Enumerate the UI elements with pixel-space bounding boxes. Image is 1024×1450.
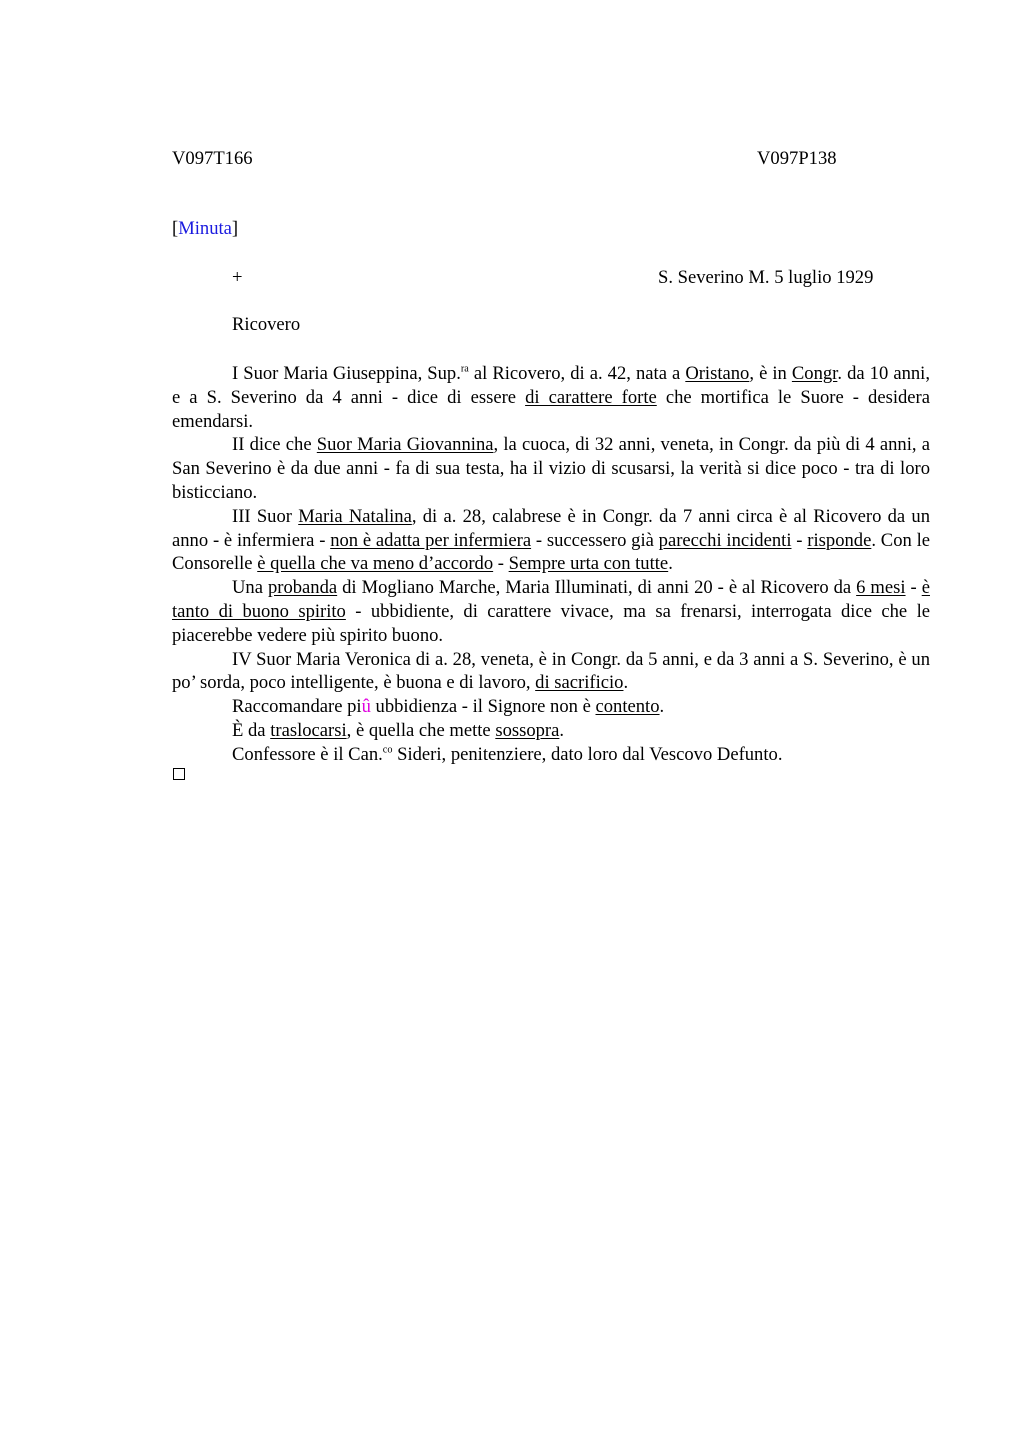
text-run: I Suor Maria Giuseppina, Sup. [232, 363, 461, 384]
text-run: . da 10 anni, e a S. Severino da 4 anni - dice di essere [172, 363, 930, 408]
text-run: , è quella che mette [346, 719, 496, 741]
paragraph-6 [172, 695, 930, 719]
text-run: di Mogliano Marche, Maria Illuminati, di anni 20 - è al Ricovero da [337, 577, 857, 599]
underlined-text: traslocarsi [270, 719, 347, 741]
underlined-text: è tanto di buono spirito [172, 577, 930, 622]
underlined-text: Sempre urta con tutte [508, 553, 669, 575]
paragraph-2 [172, 433, 930, 504]
text-run: . [623, 672, 629, 694]
cross-symbol: + [232, 267, 243, 288]
underlined-text: Oristano [685, 363, 750, 384]
underlined-text: contento [595, 696, 660, 718]
document-code-right: V097P138 [757, 148, 837, 169]
underlined-text: Suor Maria Giovannina [316, 434, 494, 456]
editorial-mark: û [361, 696, 371, 718]
paragraph-8 [172, 743, 930, 767]
text-run: - [493, 553, 509, 575]
underlined-text: Congr [791, 363, 838, 384]
text-run: , è in [749, 363, 792, 384]
underlined-text: di sacrificio [535, 672, 624, 694]
underlined-text: parecchi incidenti [658, 529, 792, 551]
text-run: III Suor [232, 505, 299, 527]
bracket-close: ] [231, 218, 239, 239]
text-run: Raccomandare pi [232, 696, 362, 718]
paragraph-1 [172, 362, 930, 433]
place-date: S. Severino M. 5 luglio 1929 [658, 267, 874, 288]
text-run: Confessore è il Can. [232, 743, 383, 765]
underlined-text: di carattere forte [525, 386, 657, 408]
text-run: Sideri, penitenziere, dato loro dal Vescovo Defunto. [392, 743, 783, 765]
underlined-text: probanda [267, 577, 338, 599]
text-run: ubbidienza - il Signore non è [370, 696, 596, 718]
end-of-document-box-icon [173, 768, 185, 780]
text-run: - successero già [531, 529, 659, 551]
document-code-left: V097T166 [172, 148, 253, 169]
text-run: - [791, 529, 808, 551]
underlined-text: non è adatta per infermiera [330, 529, 532, 551]
text-run: È da [232, 719, 271, 741]
underlined-text: 6 mesi [856, 577, 906, 599]
superscript: ra [460, 363, 469, 375]
underlined-text: Maria Natalina [298, 505, 412, 527]
text-run: . [559, 719, 565, 741]
bracket-open: [ [172, 218, 179, 239]
paragraph-5 [172, 648, 930, 696]
paragraph-4 [172, 576, 930, 647]
underlined-text: è quella che va meno d’accordo [257, 553, 494, 575]
text-run: - [905, 577, 922, 599]
underlined-text: risponde [807, 529, 872, 551]
letter-body [172, 362, 930, 767]
text-run: , la cuoca, di 32 anni, veneta, in Congr. da più di 4 anni, a San Severino è da due anni - fa di sua testa, ha il vizio di scusarsi, la verità si dice poco - tra di loro bisticciano. [172, 434, 930, 503]
paragraph-3 [172, 505, 930, 576]
underlined-text: sossopra [495, 719, 560, 741]
letter-heading: Ricovero [232, 314, 301, 335]
text-run: - ubbidiente, di carattere vivace, ma sa frenarsi, interrogata dice che le piacerebbe vedere più spirito buono. [172, 600, 930, 646]
text-run: . Con le Consorelle [172, 529, 930, 575]
text-run: , di a. 28, calabrese è in Congr. da 7 anni circa è al Ricovero da un anno - è infermiera - [172, 505, 931, 551]
paragraph-7 [172, 719, 930, 743]
text-run: II dice che [232, 434, 317, 456]
text-run: IV Suor Maria Veronica di a. 28, veneta, è in Congr. da 5 anni, e da 3 anni a S. Severino, è un po’ sorda, poco intelligente, è buona e di lavoro, [172, 648, 930, 694]
text-run: . [659, 696, 665, 718]
text-run: . [668, 553, 673, 575]
text-run: al Ricovero, di a. 42, nata a [468, 363, 686, 384]
minuta-link[interactable]: Minuta [178, 218, 232, 239]
text-run: che mortifica le Suore - desidera emendarsi. [172, 386, 930, 432]
superscript: co [382, 744, 393, 756]
minuta-label [172, 220, 238, 239]
text-run: Una [232, 577, 268, 599]
